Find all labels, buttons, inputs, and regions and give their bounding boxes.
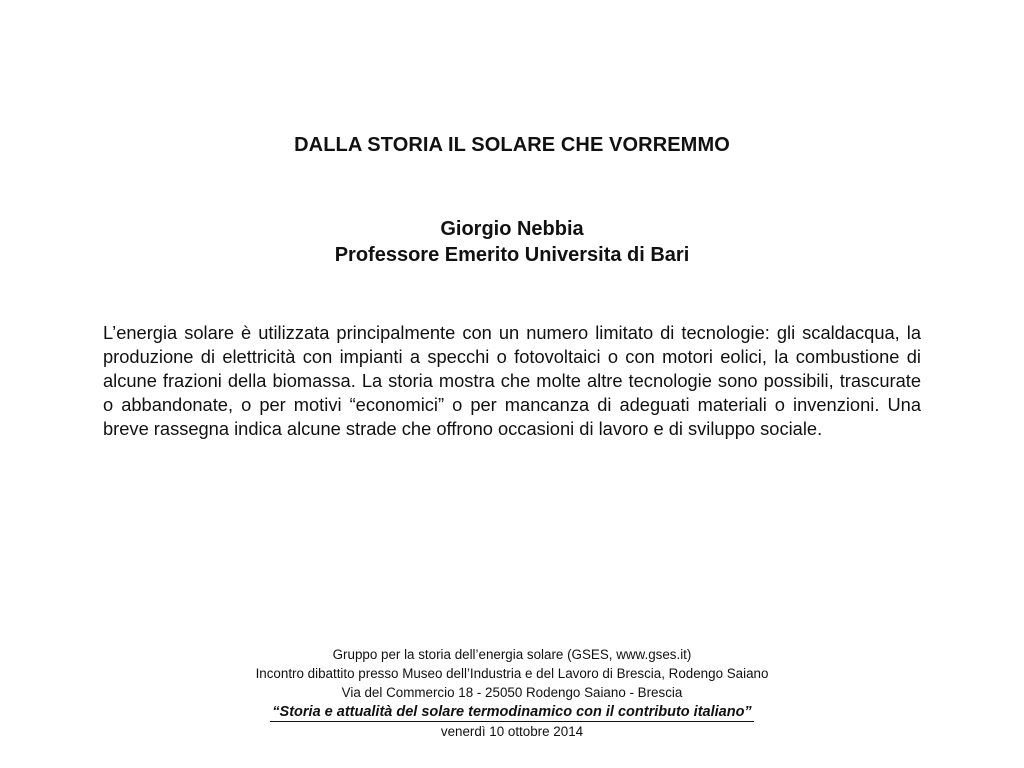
footer-block <box>0 645 1024 741</box>
footer-address: Via del Commercio 18 - 25050 Rodengo Saiano - Brescia <box>341 685 683 700</box>
footer-event-title-line <box>0 702 1024 722</box>
author-affiliation: Professore Emerito Universita di Bari <box>334 244 690 266</box>
footer-venue: Incontro dibattito presso Museo dell’Industria e del Lavoro di Brescia, Rodengo Saiano <box>255 666 769 681</box>
footer-date: venerdì 10 ottobre 2014 <box>440 724 584 739</box>
abstract-paragraph: L’energia solare è utilizzata principalmente con un numero limitato di tecnologie: gli scaldacqua, la produzione di elettricità con impianti a specchi o fotovoltaici o con motori eolici, la combustione di alcune frazioni della biomassa. La storia mostra che molte altre tecnologie sono possibili, trascurate o abbandonate, o per motivi “economici” o per mancanza di adeguati materiali o invenzioni. Una breve rassegna indica alcune strade che offrono occasioni di lavoro e di sviluppo sociale. <box>103 322 921 439</box>
footer-event-title: “Storia e attualità del solare termodinamico con il contributo italiano” <box>272 704 752 720</box>
document-title: DALLA STORIA IL SOLARE CHE VORREMMO <box>294 134 730 156</box>
author-name: Giorgio Nebbia <box>440 218 584 240</box>
footer-organization: Gruppo per la storia dell’energia solare (GSES, www.gses.it) <box>332 647 692 662</box>
author-block <box>0 216 1024 268</box>
